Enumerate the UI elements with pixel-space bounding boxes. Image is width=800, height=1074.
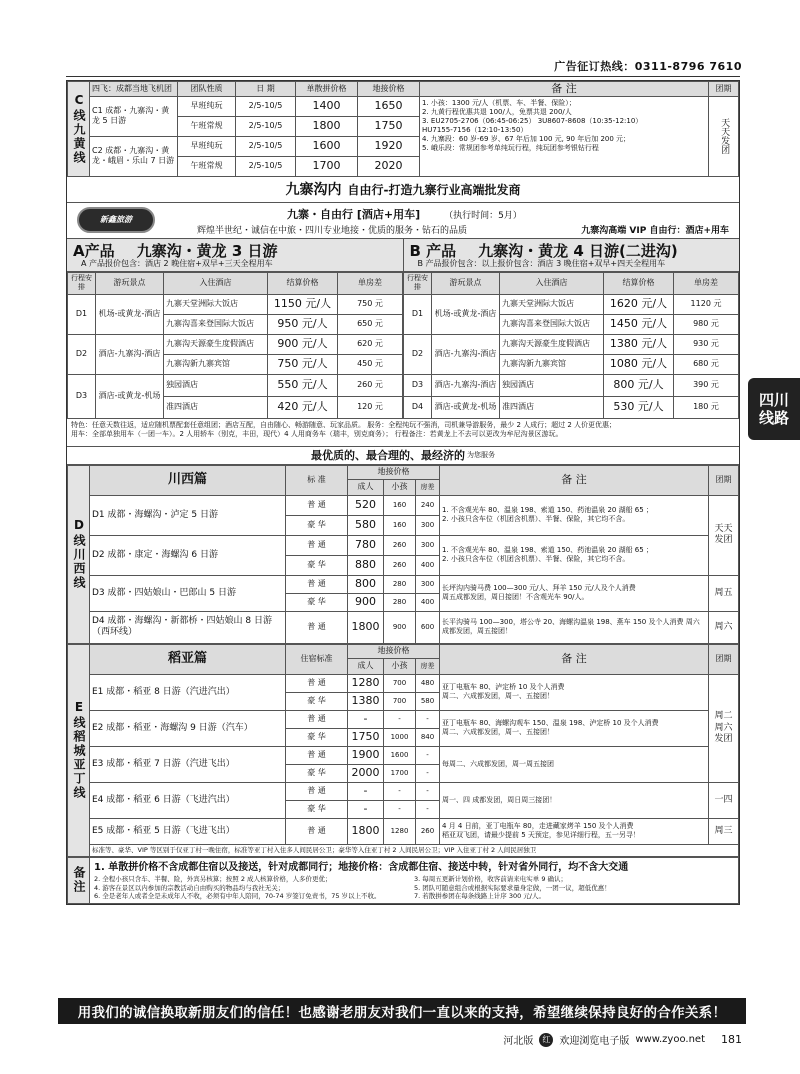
note-line: 1. 单散拼价格不含成都住宿以及接送，针对成都同行；地接价格：含成都住宿、接送中转，针对省外同行，均不含大交通 [94, 861, 629, 873]
cell: 550 元/人 [268, 374, 338, 396]
cell: 750 元/人 [268, 354, 338, 374]
col-header: 行程安排 [68, 272, 96, 294]
cell: 900 [384, 611, 416, 643]
cell: - [416, 710, 440, 728]
cell: D2 [68, 334, 96, 374]
col-header: 备 注 [440, 465, 709, 495]
cell: 1750 [348, 728, 384, 746]
notes-body [90, 857, 739, 903]
jzg-title [67, 177, 739, 203]
cell: 530 元/人 [604, 396, 674, 418]
route-name: D2 成都・康定・海螺沟 6 日游 [90, 535, 286, 575]
cell: 750 元 [338, 294, 403, 314]
slogan-best [67, 447, 739, 465]
schedule: 天天发团 [709, 96, 739, 176]
cell: 1280 [348, 674, 384, 692]
cell: 准四酒店 [500, 396, 604, 418]
product-a-note: A 产品报价包含：酒店 2 晚住宿+双早+三天全程用车 [81, 258, 273, 268]
cell: 280 [384, 575, 416, 593]
cell: - [348, 800, 384, 818]
cell: 1080 元/人 [604, 354, 674, 374]
cell: 豪 华 [286, 555, 348, 575]
cell: 豪 华 [286, 800, 348, 818]
col-header: 游玩景点 [432, 272, 500, 294]
cell: 300 [416, 535, 440, 555]
col-header: 结算价格 [268, 272, 338, 294]
table-row [68, 674, 739, 692]
table-row [68, 818, 739, 844]
schedule: 周三 [709, 818, 739, 844]
cell: 1900 [348, 746, 384, 764]
cell: 1620 元/人 [604, 294, 674, 314]
cell: 1400 [296, 96, 358, 116]
cell: 400 [416, 555, 440, 575]
website-link[interactable]: www.zyoo.net [635, 1034, 705, 1045]
cell: 260 [416, 818, 440, 844]
schedule: 天天发团 [709, 495, 739, 575]
cell: 午班常规 [178, 116, 236, 136]
col-header: 房差 [416, 658, 440, 674]
cell: D1 [404, 294, 432, 334]
cell: 2/5-10/5 [236, 156, 296, 176]
slogan-banner: 用我们的诚信换取新朋友们的信任！也感谢老朋友对我们一直以来的支持，希望继续保持良好的合作关系！ [58, 998, 746, 1024]
slogan-small: 为您服务 [467, 451, 495, 460]
cell: 豪 华 [286, 764, 348, 782]
cell: 1150 元/人 [268, 294, 338, 314]
e-footnote: 标准等、豪华、VIP 等区别于仅亚丁村一晚住宿，标准等亚丁村入住多人间民居公卫；豪华等入住亚丁村 2 人间民居公卫；VIP 入住亚丁村 2 人间民居独卫 [90, 844, 739, 856]
cell: 650 元 [338, 314, 403, 334]
col-header: 成人 [348, 658, 384, 674]
cell: 酒店-九寨沟-酒店 [96, 334, 164, 374]
product-tables [67, 272, 739, 419]
schedule: 周六 [709, 611, 739, 643]
cell: 520 [348, 495, 384, 515]
c-line-table [67, 81, 739, 177]
cell: D2 [404, 334, 432, 374]
cell: 260 元 [338, 374, 403, 396]
cell: - [348, 782, 384, 800]
product-b-name: B 产品 [409, 241, 457, 260]
jzg-line1-text: 九寨・自由行 [酒店+用车] [287, 207, 421, 221]
table-row [68, 844, 739, 856]
product-b-table [403, 272, 739, 419]
col-header: 入住酒店 [500, 272, 604, 294]
cell: 九寨沟新九寨宾馆 [500, 354, 604, 374]
cell: 机场-或黄龙-酒店 [96, 294, 164, 334]
cell: - [416, 746, 440, 764]
col-header: 团期 [709, 465, 739, 495]
cell: 450 元 [338, 354, 403, 374]
c-line-label: C线九黄线 [68, 82, 90, 177]
cell: 1380 元/人 [604, 334, 674, 354]
cell: 2/5-10/5 [236, 116, 296, 136]
col-header: 地接价格 [358, 82, 420, 97]
col-header: 团期 [709, 644, 739, 674]
cell: 580 [416, 692, 440, 710]
table-row [404, 374, 739, 396]
cell: 390 元 [674, 374, 739, 396]
product-a-title: 九寨沟・黄龙 3 日游 [136, 241, 278, 260]
cell: 九寨沟喜来登国际大饭店 [500, 314, 604, 334]
route-note: 长平沟骑马 100—300，塔公寺 20、海螺沟温泉 198、燕车 150 及个人消费 周六成都发团，周五接团！ [440, 611, 709, 643]
route-name: D3 成都・四姑娘山・巴郎山 5 日游 [90, 575, 286, 611]
product-b-header [403, 239, 740, 271]
cell: 2/5-10/5 [236, 136, 296, 156]
cell: 1750 [358, 116, 420, 136]
jzg-line1-time: （执行时间：5月） [444, 210, 522, 221]
table-row [68, 294, 403, 314]
jzg-foot-line1: 特色：任意天数往返，适应随机票配套任意组团；酒店互配，自由随心、畅游随意、玩家品质。 服务：全程纯玩不强消，司机兼导游服务，最少 2 人成行；超过 2 人价更优惠； [71, 420, 617, 429]
cell: 620 元 [338, 334, 403, 354]
cell: 1450 元/人 [604, 314, 674, 334]
cell: 普 通 [286, 535, 348, 555]
col-header: 单散拼价格 [296, 82, 358, 97]
jzg-title-main: 九寨沟内 [285, 182, 342, 199]
cell: 2020 [358, 156, 420, 176]
col-header: 房差 [416, 479, 440, 495]
cell: 1380 [348, 692, 384, 710]
schedule: 周二周六发团 [709, 674, 739, 782]
table-row [68, 782, 739, 800]
route-name: C2 成都・九寨沟・黄龙・峨眉・乐山 7 日游 [90, 136, 178, 176]
cell: 酒店-或黄龙-机场 [432, 396, 500, 418]
cell: 900 元/人 [268, 334, 338, 354]
cell: 普 通 [286, 611, 348, 643]
d-heading: 川西篇 [90, 465, 286, 495]
table-row [68, 374, 403, 396]
cell: 酒店-九寨沟-酒店 [432, 334, 500, 374]
table-row [404, 294, 739, 314]
schedule: 周五 [709, 575, 739, 611]
product-a-table [67, 272, 403, 419]
jzg-line2: 辉煌半世纪・诚信在中旅・四川专业地接・优质的服务・钻石的品质 [197, 225, 468, 236]
cell: 普 通 [286, 782, 348, 800]
cell: 600 [416, 611, 440, 643]
cell: 2/5-10/5 [236, 96, 296, 116]
cell: 680 元 [674, 354, 739, 374]
col-header: 游玩景点 [96, 272, 164, 294]
cell: 机场-或黄龙-酒店 [432, 294, 500, 334]
cell: - [384, 710, 416, 728]
cell: 1650 [358, 96, 420, 116]
jzg-info [67, 203, 739, 239]
footer-text: 欢迎浏览电子版 [559, 1036, 630, 1047]
cell: 800 元/人 [604, 374, 674, 396]
cell: 1600 [296, 136, 358, 156]
route-name: E4 成都・稻亚 6 日游（飞进汽出） [90, 782, 286, 818]
cell: 酒店-九寨沟-酒店 [432, 374, 500, 396]
product-a-name: A产品 [73, 241, 115, 260]
cell: 普 通 [286, 746, 348, 764]
table-row [68, 746, 739, 764]
cell: 普 通 [286, 495, 348, 515]
route-note: 每周二、六成都发团，周一周五接团 [440, 746, 709, 782]
cell: 930 元 [674, 334, 739, 354]
cell: 酒店-或黄龙-机场 [96, 374, 164, 418]
cell: 120 元 [338, 396, 403, 418]
cell: 早班纯玩 [178, 96, 236, 116]
ad-hotline: 广告征订热线：0311-8796 7610 [554, 60, 742, 73]
cell: 300 [416, 515, 440, 535]
cell: 豪 华 [286, 515, 348, 535]
e-heading: 稻亚篇 [90, 644, 286, 674]
cell: 1800 [296, 116, 358, 136]
cell: 普 通 [286, 818, 348, 844]
note-line: 7. 若散拼参团在每条线路上计序 300 元/人。 [414, 892, 545, 901]
cell: 180 元 [674, 396, 739, 418]
route-note: 亚丁电瓶车 80、泸定桥 10 及个人消费 周二、六成都发团，周一、五接团！ [440, 674, 709, 710]
cell: 独园酒店 [164, 374, 268, 396]
cell: 420 元/人 [268, 396, 338, 418]
table-row [68, 535, 739, 555]
cell: 九寨沟喜来登国际大饭店 [164, 314, 268, 334]
c-notes: 1. 小孩：1300 元/人（机票、车、半餐、保险）； 2. 九黄行程优惠共退 100/人，免票共退 200/人 3. EU2705-2706（06:45-06:25） 3U8607-8608（10:35-12:10） HU7155-7156（12:10-13:50） 4. 九寨段：60 岁-69 岁、67 年后加 100 元, 90 年后加 200 元； 5. 峨乐段：常规团参考单纯玩行程，纯玩团参考银钻行程 [420, 96, 709, 176]
col-header: 入住酒店 [164, 272, 268, 294]
cell: 160 [384, 515, 416, 535]
cell: 1000 [384, 728, 416, 746]
cell: 早班纯玩 [178, 136, 236, 156]
cell: D4 [404, 396, 432, 418]
cell: 1120 元 [674, 294, 739, 314]
cell: 九寨天堂洲际大饭店 [164, 294, 268, 314]
route-note: 亚丁电瓶车 80、海螺沟观车 150、温泉 198、泸定桥 10 及个人消费 周二、六成都发团，周一、五接团！ [440, 710, 709, 746]
note-col-right [414, 875, 734, 901]
note-grid [94, 875, 734, 901]
col-header: 标 准 [286, 465, 348, 495]
cell: 1920 [358, 136, 420, 156]
cell: 160 [384, 495, 416, 515]
jzg-line2-right: 九寨沟高端 VIP 自由行：酒店+用车 [581, 225, 729, 236]
cell: D3 [404, 374, 432, 396]
jzg-foot-line2: 用车：全部单独用车（一团一车）。2 人用轿车（别克，丰田，现代）4 人用商务车（瑞丰，别克商务）； 行程备注：若黄龙上不去可以更改为牟尼沟景区游玩。 [71, 430, 563, 439]
cell: - [348, 710, 384, 728]
note-line: 2. 全程小孩只含车、半餐、险，外宾另核算；按照 2 成人核算价格，人多价更优； [94, 874, 332, 883]
cell: 300 [416, 575, 440, 593]
cell: 九寨天堂洲际大饭店 [500, 294, 604, 314]
table-row [68, 96, 739, 116]
cell: 普 通 [286, 575, 348, 593]
jzg-title-sub: 自由行-打造九寨行业高端批发商 [347, 182, 521, 197]
cell: 独园酒店 [500, 374, 604, 396]
cell: 580 [348, 515, 384, 535]
jzg-line1 [287, 206, 522, 222]
col-header: 小孩 [384, 479, 416, 495]
cell: - [416, 800, 440, 818]
table-row [68, 575, 739, 593]
cell: - [416, 782, 440, 800]
page-footer [503, 1032, 742, 1047]
cell: 普 通 [286, 674, 348, 692]
note-line: 3. 每周五更新计划价格，收客前请来电实单 9 确认； [414, 874, 568, 883]
route-note: 长坪沟内骑马费 100—300 元/人、拜羊 150 元/人及个人消费 周五成都发团，周日接团！不含观光车 90/人。 [440, 575, 709, 611]
cell: 1280 [384, 818, 416, 844]
travel-agency-logo: 新鑫旅游 [77, 207, 155, 233]
col-header: 地接价格 [348, 644, 440, 658]
col-header: 地接价格 [348, 465, 440, 479]
edition-logo-icon: 红 [539, 1033, 553, 1047]
route-name: D1 成都・海螺沟・泸定 5 日游 [90, 495, 286, 535]
table-row [68, 611, 739, 643]
e-line-table [67, 644, 739, 857]
table-row [68, 495, 739, 515]
schedule: 一四 [709, 782, 739, 818]
col-header: 结算价格 [604, 272, 674, 294]
cell: 700 [384, 674, 416, 692]
col-header: 成人 [348, 479, 384, 495]
cell: 普 通 [286, 710, 348, 728]
note-line: 6. 全是老年人或者全是未成年人不收，必须有中年人陪同，70-74 岁签订免责书，75 岁以上不收。 [94, 892, 381, 901]
cell: 260 [384, 535, 416, 555]
cell: D3 [68, 374, 96, 418]
route-name: D4 成都・海螺沟・新都桥・四姑娘山 8 日游（西环线） [90, 611, 286, 643]
cell: 950 元/人 [268, 314, 338, 334]
product-a-header [67, 239, 403, 271]
note-line: 4. 游客在景区以内参加的宗教活动自由购买的物品均与我社无关； [94, 883, 285, 892]
page-number: 181 [721, 1033, 742, 1046]
cell: - [384, 800, 416, 818]
notes-table [67, 857, 739, 904]
route-name: E5 成都・稻亚 5 日游（飞进飞出） [90, 818, 286, 844]
notes-label: 备注 [68, 857, 90, 903]
cell: 880 [348, 555, 384, 575]
route-name: E1 成都・稻亚 8 日游（汽进汽出） [90, 674, 286, 710]
col-header: 日 期 [236, 82, 296, 97]
cell: 400 [416, 593, 440, 611]
jzg-footnote [67, 419, 739, 447]
note-col-left [94, 875, 414, 901]
cell: 1700 [384, 764, 416, 782]
route-note: 4 月 4 日前，亚丁电瓶车 80，走进藏家烤羊 150 及个人消费 稻亚双飞团，请最少提前 5 天预定，参见详细行程，五一另寻！ [440, 818, 709, 844]
cell: 700 [384, 692, 416, 710]
cell: 800 [348, 575, 384, 593]
top-rule [66, 76, 740, 77]
cell: 240 [416, 495, 440, 515]
cell: 豪 华 [286, 728, 348, 746]
slogan-text: 最优质的、最合理的、最经济的 [311, 449, 465, 463]
route-name: C1 成都・九寨沟・黄龙 5 日游 [90, 96, 178, 136]
col-header: 备 注 [440, 644, 709, 674]
d-line-table [67, 465, 739, 644]
cell: 2000 [348, 764, 384, 782]
d-line-label: D线川西线 [68, 465, 90, 643]
col-header: 团队性质 [178, 82, 236, 97]
cell: 1600 [384, 746, 416, 764]
cell: 1800 [348, 611, 384, 643]
route-note: 1. 不含观光车 80、温泉 198、索道 150、药池温泉 20 湖船 65 ； 2. 小孩只含车位（机团含机票）、半餐、保险，其它均不含。 [440, 535, 709, 575]
product-b-title: 九寨沟・黄龙 4 日游(二进沟) [478, 241, 678, 260]
col-header: 单房差 [674, 272, 739, 294]
cell: 480 [416, 674, 440, 692]
cell: - [416, 764, 440, 782]
product-b-note: B 产品报价包含：以上报价包含：酒店 3 晚住宿+双早+四天全程用车 [417, 258, 666, 268]
product-headers [67, 239, 739, 272]
col-header: 备 注 [420, 82, 709, 97]
cell: 豪 华 [286, 593, 348, 611]
cell: 260 [384, 555, 416, 575]
table-row [68, 334, 403, 354]
col-header: 单房差 [338, 272, 403, 294]
table-row [404, 396, 739, 418]
route-note: 1. 不含观光车 80、温泉 198、索道 150、药池温泉 20 湖船 65 ； 2. 小孩只含车位（机团含机票）、半餐、保险，其它均不含。 [440, 495, 709, 535]
e-line-label: E线稻城亚丁线 [68, 644, 90, 856]
edition-label: 河北版 [503, 1036, 534, 1047]
cell: 840 [416, 728, 440, 746]
cell: - [384, 782, 416, 800]
route-name: E3 成都・稻亚 7 日游（汽进飞出） [90, 746, 286, 782]
cell: 午班常规 [178, 156, 236, 176]
cell: 准四酒店 [164, 396, 268, 418]
col-header: 团期 [709, 82, 739, 97]
note-line: 5. 团队可随意组合或根据实际要求量身定做，一团一议，超低优惠！ [414, 883, 611, 892]
cell: 1700 [296, 156, 358, 176]
col-header: 行程安排 [404, 272, 432, 294]
route-note: 周一、四 成都发团，周日周三接团！ [440, 782, 709, 818]
cell: 780 [348, 535, 384, 555]
cell: 九寨沟新九寨宾馆 [164, 354, 268, 374]
cell: 九寨沟天源豪生度假酒店 [500, 334, 604, 354]
cell: 900 [348, 593, 384, 611]
col-header: 小孩 [384, 658, 416, 674]
cell: 980 元 [674, 314, 739, 334]
table-row [68, 710, 739, 728]
table-row [404, 334, 739, 354]
cell: 280 [384, 593, 416, 611]
section-tab-sichuan[interactable]: 四川线路 [748, 378, 800, 440]
cell: 豪 华 [286, 692, 348, 710]
main-frame [66, 80, 740, 905]
cell: D1 [68, 294, 96, 334]
col-header: 住宿标准 [286, 644, 348, 674]
route-name: E2 成都・稻亚・海螺沟 9 日游（汽车） [90, 710, 286, 746]
cell: 1800 [348, 818, 384, 844]
col-header: 四飞：成都当地飞机团 [90, 82, 178, 97]
cell: 九寨沟天源豪生度假酒店 [164, 334, 268, 354]
